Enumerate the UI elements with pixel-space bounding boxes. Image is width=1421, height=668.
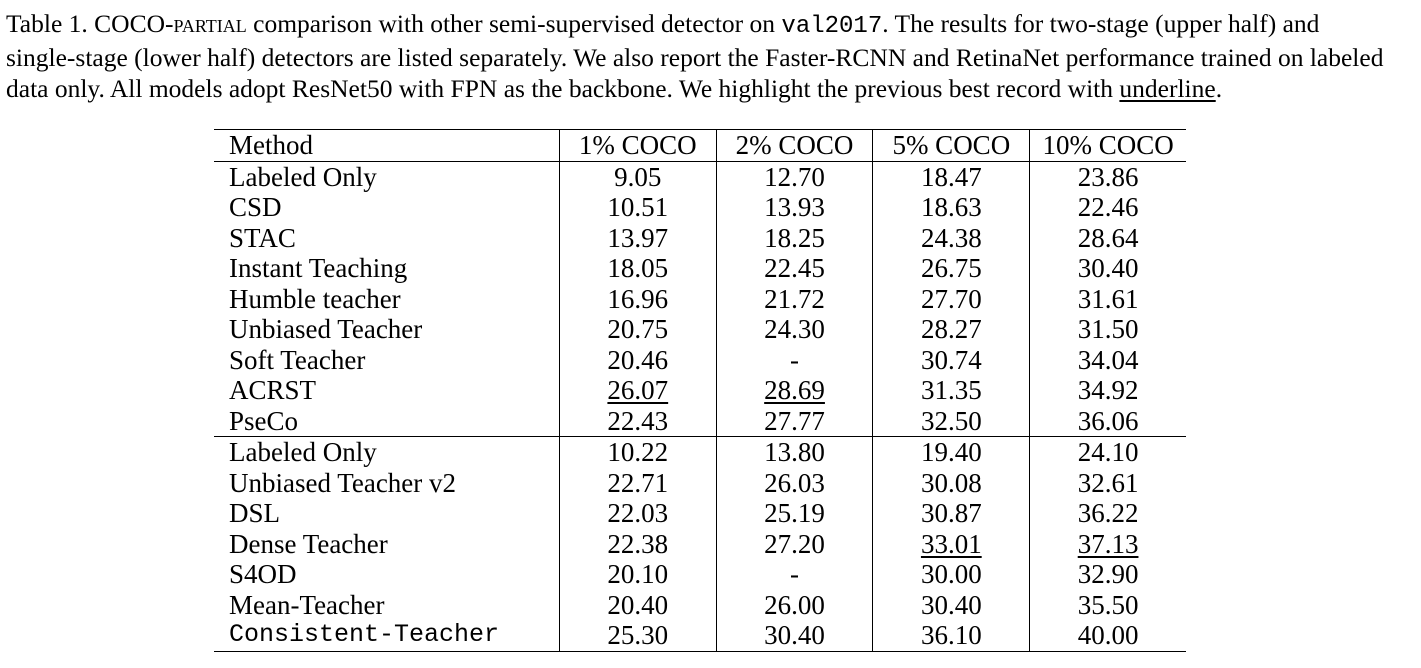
value-cell: 22.46: [1030, 192, 1186, 223]
previous-best-value: 26.07: [607, 375, 669, 406]
value-cell: 20.75: [559, 314, 716, 345]
method-cell: CSD: [229, 192, 282, 223]
value-cell: 26.75: [873, 253, 1030, 284]
method-cell: Dense Teacher: [229, 528, 388, 559]
caption-line-3: data only. All models adopt ResNet50 with FPN as the backbone. We highlight the previous best record with underline.: [6, 74, 1223, 103]
method-cell: PseCo: [229, 405, 299, 436]
method-cell: DSL: [229, 498, 281, 529]
header-method: Method: [229, 130, 313, 161]
value-cell: -: [716, 345, 873, 376]
value-cell: [873, 529, 1030, 560]
value-cell: 27.70: [873, 284, 1030, 315]
value-cell: 13.93: [716, 192, 873, 223]
value-cell: 21.72: [716, 284, 873, 315]
table-row: [214, 559, 1186, 590]
value-cell: 24.38: [873, 223, 1030, 254]
caption-split: val2017: [781, 13, 883, 40]
table-row: [214, 161, 1186, 192]
method-cell: Humble teacher: [229, 283, 401, 314]
value-cell: 18.47: [873, 161, 1030, 192]
table-row: [214, 223, 1186, 254]
method-cell: Unbiased Teacher v2: [229, 467, 457, 498]
value-cell: 24.30: [716, 314, 873, 345]
value-cell: 20.46: [559, 345, 716, 376]
value-cell: 28.27: [873, 314, 1030, 345]
value-cell: 34.04: [1030, 345, 1186, 376]
value-cell: 27.77: [716, 406, 873, 437]
value-cell: 20.40: [559, 590, 716, 621]
value-cell: 12.70: [716, 161, 873, 192]
method-cell: Unbiased Teacher: [229, 314, 423, 345]
value-cell: 32.90: [1030, 559, 1186, 590]
value-cell: 36.10: [873, 620, 1030, 651]
header-2pct: 2% COCO: [716, 130, 873, 162]
value-cell: 19.40: [873, 437, 1030, 468]
value-cell: 22.38: [559, 529, 716, 560]
table-row: [214, 192, 1186, 223]
method-cell: STAC: [229, 222, 296, 253]
single-stage-section: [214, 437, 1186, 652]
value-cell: 36.22: [1030, 498, 1186, 529]
value-cell: 32.50: [873, 406, 1030, 437]
caption-dataset-name: COCO-partial: [94, 9, 247, 38]
method-cell: Labeled Only: [229, 161, 377, 192]
caption-label: Table 1.: [6, 9, 88, 38]
method-cell: S4OD: [229, 559, 297, 590]
caption-underline-word: underline: [1119, 74, 1216, 103]
value-cell: [716, 375, 873, 406]
value-cell: [1030, 529, 1186, 560]
value-cell: 10.22: [559, 437, 716, 468]
value-cell: 20.10: [559, 559, 716, 590]
value-cell: 16.96: [559, 284, 716, 315]
value-cell: 22.43: [559, 406, 716, 437]
value-cell: 30.08: [873, 468, 1030, 499]
method-cell: Instant Teaching: [229, 253, 408, 284]
value-cell: 13.97: [559, 223, 716, 254]
value-cell: 30.87: [873, 498, 1030, 529]
value-cell: 31.35: [873, 375, 1030, 406]
method-cell: ACRST: [229, 375, 317, 406]
previous-best-value: 37.13: [1077, 528, 1139, 559]
header-1pct: 1% COCO: [559, 130, 716, 162]
table-row: [214, 375, 1186, 406]
caption-line-1: Table 1. COCO-partial comparison with other semi-supervised detector on val2017. The results for two-stage (upper half) and: [6, 9, 1320, 40]
value-cell: 30.40: [1030, 253, 1186, 284]
table-row: [214, 406, 1186, 437]
results-table: [214, 129, 1186, 652]
value-cell: -: [716, 559, 873, 590]
value-cell: 28.64: [1030, 223, 1186, 254]
table-row: [214, 590, 1186, 621]
value-cell: 18.25: [716, 223, 873, 254]
value-cell: [559, 375, 716, 406]
value-cell: 24.10: [1030, 437, 1186, 468]
value-cell: 23.86: [1030, 161, 1186, 192]
value-cell: 31.61: [1030, 284, 1186, 315]
value-cell: 13.80: [716, 437, 873, 468]
value-cell: 30.00: [873, 559, 1030, 590]
value-cell: 35.50: [1030, 590, 1186, 621]
table-row-ours: [214, 620, 1186, 651]
previous-best-value: 33.01: [920, 528, 982, 559]
value-cell: 25.30: [559, 620, 716, 651]
value-cell: 18.63: [873, 192, 1030, 223]
table-row: [214, 314, 1186, 345]
value-cell: 30.40: [873, 590, 1030, 621]
previous-best-value: 28.69: [764, 375, 825, 406]
header-10pct: 10% COCO: [1030, 130, 1186, 162]
value-cell: 22.03: [559, 498, 716, 529]
value-cell: 22.71: [559, 468, 716, 499]
table-row: [214, 498, 1186, 529]
two-stage-section: [214, 161, 1186, 437]
value-cell: 31.50: [1030, 314, 1186, 345]
table-row: [214, 253, 1186, 284]
value-cell: 30.74: [873, 345, 1030, 376]
value-cell: 32.61: [1030, 468, 1186, 499]
value-cell: 22.45: [716, 253, 873, 284]
table-row: [214, 345, 1186, 376]
header-5pct: 5% COCO: [873, 130, 1030, 162]
table-caption: [6, 8, 1411, 104]
method-cell: Labeled Only: [229, 437, 377, 468]
value-cell: 25.19: [716, 498, 873, 529]
table-row: [214, 529, 1186, 560]
table-header-row: [214, 130, 1186, 162]
value-cell: 34.92: [1030, 375, 1186, 406]
value-cell: 9.05: [559, 161, 716, 192]
value-cell: 30.40: [716, 620, 873, 651]
value-cell: 36.06: [1030, 406, 1186, 437]
method-cell: Mean-Teacher: [229, 589, 385, 620]
value-cell: 40.00: [1030, 620, 1186, 651]
value-cell: 10.51: [559, 192, 716, 223]
method-cell: Consistent-Teacher: [229, 620, 500, 650]
table-row: [214, 284, 1186, 315]
value-cell: 26.00: [716, 590, 873, 621]
method-cell: Soft Teacher: [229, 344, 366, 375]
table-row: [214, 468, 1186, 499]
caption-line-2: single-stage (lower half) detectors are listed separately. We also report the Faster-RCNN and RetinaNet performance trained on labeled: [6, 43, 1384, 72]
value-cell: 18.05: [559, 253, 716, 284]
value-cell: 26.03: [716, 468, 873, 499]
table-row: [214, 437, 1186, 468]
value-cell: 27.20: [716, 529, 873, 560]
